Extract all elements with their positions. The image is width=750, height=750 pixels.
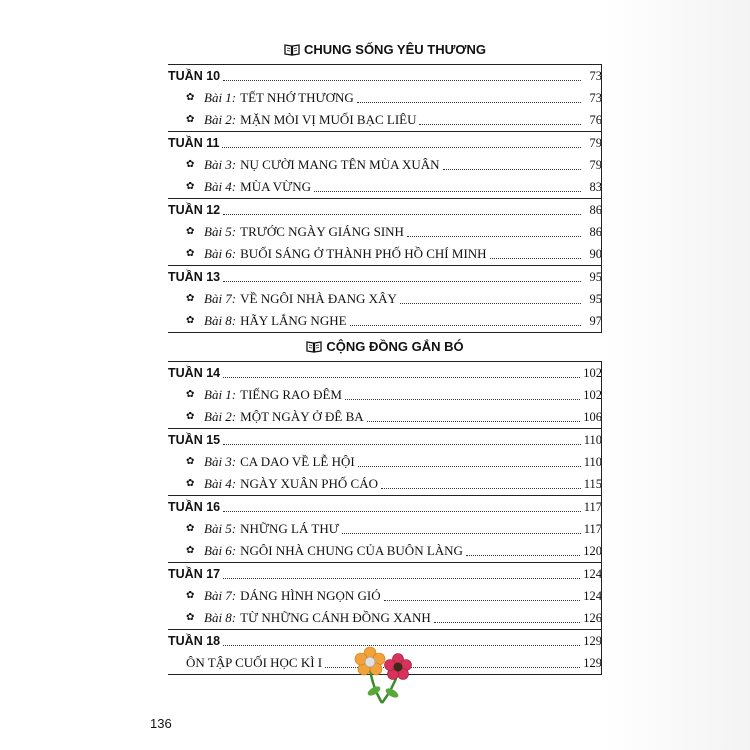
week-label: TUẦN 13	[168, 270, 221, 284]
dot-leader	[350, 324, 581, 326]
page-ref: 120	[583, 544, 602, 558]
lesson-title: TRƯỚC NGÀY GIÁNG SINH	[240, 224, 404, 239]
dot-leader	[357, 101, 581, 103]
lesson-number: Bài 7:	[204, 291, 237, 306]
frame-line	[601, 473, 602, 495]
lesson-title: MÙA VỪNG	[240, 179, 312, 194]
page-ref: 73	[589, 91, 602, 105]
flower-bullet-icon: ✿	[186, 248, 195, 259]
flower-bullet-icon: ✿	[186, 478, 195, 489]
lesson-row[interactable]	[168, 154, 602, 176]
lesson-number: Bài 2:	[204, 112, 237, 127]
page-ref: 76	[589, 113, 602, 127]
page-ref: 73	[589, 69, 602, 83]
frame-line	[601, 132, 602, 154]
page-ref: 117	[583, 522, 602, 536]
lesson-number: Bài 1:	[204, 90, 237, 105]
dot-leader	[367, 420, 581, 422]
open-book-icon	[306, 341, 322, 353]
week-label: TUẦN 17	[168, 567, 221, 581]
page-ref: 106	[583, 410, 602, 424]
dot-leader	[223, 376, 580, 378]
page-ref: 126	[583, 611, 602, 625]
page-ref: 110	[583, 433, 602, 447]
lesson-row[interactable]	[168, 384, 602, 406]
lesson-number: Bài 8:	[204, 313, 237, 328]
page-ref: 83	[589, 180, 602, 194]
section-title	[168, 36, 602, 64]
lesson-row[interactable]	[168, 221, 602, 243]
dot-leader	[419, 123, 581, 125]
frame-line	[601, 266, 602, 288]
frame-line	[601, 585, 602, 607]
frame-line	[601, 607, 602, 629]
flower-bullet-icon: ✿	[186, 456, 195, 467]
lesson-row[interactable]	[168, 406, 602, 428]
page-ref: 124	[583, 567, 602, 581]
section-title-text: CHUNG SỐNG YÊU THƯƠNG	[304, 42, 486, 57]
lesson-number: Bài 1:	[204, 387, 237, 402]
frame-line	[601, 243, 602, 265]
frame-line	[601, 176, 602, 198]
lesson-number: Bài 4:	[204, 476, 237, 491]
page-ref: 97	[589, 314, 602, 328]
lesson-number: Bài 8:	[204, 610, 237, 625]
week-row[interactable]	[168, 265, 602, 288]
frame-line	[601, 384, 602, 406]
page-ref: 86	[589, 225, 602, 239]
flower-bullet-icon: ✿	[186, 293, 195, 304]
flower-bullet-icon: ✿	[186, 545, 195, 556]
dot-leader	[314, 190, 581, 192]
lesson-title: ÔN TẬP CUỐI HỌC KÌ I	[186, 655, 323, 670]
page-ref: 95	[589, 270, 602, 284]
week-row[interactable]	[168, 495, 602, 518]
lesson-title: TIẾNG RAO ĐÊM	[240, 387, 342, 402]
page-ref: 117	[583, 500, 602, 514]
week-label: TUẦN 18	[168, 634, 221, 648]
section-title-text: CỘNG ĐỒNG GẮN BÓ	[326, 339, 464, 354]
flower-bullet-icon: ✿	[186, 226, 195, 237]
dot-leader	[223, 280, 581, 282]
page-ref: 102	[583, 366, 602, 380]
frame-line	[601, 109, 602, 131]
dot-leader	[443, 168, 581, 170]
lesson-row[interactable]	[168, 310, 602, 332]
frame-line	[601, 406, 602, 428]
flower-bullet-icon: ✿	[186, 159, 195, 170]
frame-line	[601, 154, 602, 176]
lesson-row[interactable]	[168, 451, 602, 473]
lesson-number: Bài 3:	[204, 157, 237, 172]
lesson-title: TẾT NHỚ THƯƠNG	[240, 90, 354, 105]
dot-leader	[223, 577, 580, 579]
lesson-number: Bài 6:	[204, 246, 237, 261]
lesson-title: MẶN MÒI VỊ MUỐI BẠC LIÊU	[240, 112, 417, 127]
section-title	[168, 333, 602, 361]
dot-leader	[222, 146, 581, 148]
week-label: TUẦN 16	[168, 500, 221, 514]
week-label: TUẦN 12	[168, 203, 221, 217]
page-ref: 95	[589, 292, 602, 306]
frame-line	[601, 496, 602, 518]
flower-bullet-icon: ✿	[186, 114, 195, 125]
flower-bullet-icon: ✿	[186, 612, 195, 623]
lesson-number: Bài 6:	[204, 543, 237, 558]
lesson-number: Bài 5:	[204, 224, 237, 239]
lesson-title: VỀ NGÔI NHÀ ĐANG XÂY	[240, 291, 397, 306]
dot-leader	[400, 302, 581, 304]
dot-leader	[381, 487, 581, 489]
open-book-icon	[284, 44, 300, 56]
week-label: TUẦN 15	[168, 433, 221, 447]
dot-leader	[358, 465, 581, 467]
frame-line	[601, 429, 602, 451]
frame-line	[601, 288, 602, 310]
lesson-title: HÃY LẮNG NGHE	[240, 313, 347, 328]
page-ref: 129	[583, 634, 602, 648]
week-label: TUẦN 11	[168, 136, 220, 150]
lesson-number: Bài 2:	[204, 409, 237, 424]
flower-bullet-icon: ✿	[186, 92, 195, 103]
lesson-title: CA DAO VỀ LỄ HỘI	[240, 454, 355, 469]
frame-line	[601, 652, 602, 674]
lesson-row[interactable]	[168, 87, 602, 109]
lesson-title: NHỮNG LÁ THƯ	[240, 521, 339, 536]
frame-line	[601, 221, 602, 243]
dot-leader	[223, 443, 581, 445]
dot-leader	[466, 554, 580, 556]
lesson-row[interactable]	[168, 176, 602, 198]
flower-bullet-icon: ✿	[186, 523, 195, 534]
dot-leader	[223, 213, 581, 215]
flower-bullet-icon: ✿	[186, 411, 195, 422]
week-row[interactable]	[168, 131, 602, 154]
dot-leader	[407, 235, 581, 237]
page-edge-shadow	[604, 0, 750, 750]
frame-line	[601, 630, 602, 652]
week-row[interactable]	[168, 198, 602, 221]
frame-line	[601, 362, 602, 384]
frame-line	[601, 518, 602, 540]
lesson-row[interactable]	[168, 518, 602, 540]
frame-line	[601, 65, 602, 87]
page-ref: 102	[583, 388, 602, 402]
dot-leader	[345, 398, 580, 400]
flower-bullet-icon: ✿	[186, 590, 195, 601]
flower-bullet-icon: ✿	[186, 315, 195, 326]
flower-bullet-icon: ✿	[186, 181, 195, 192]
page-ref: 90	[589, 247, 602, 261]
lesson-number: Bài 5:	[204, 521, 237, 536]
lesson-row[interactable]	[168, 540, 602, 562]
week-row[interactable]	[168, 428, 602, 451]
lesson-number: Bài 7:	[204, 588, 237, 603]
page-ref: 115	[583, 477, 602, 491]
lesson-title: NGÀY XUÂN PHỐ CÁO	[240, 476, 378, 491]
lesson-row[interactable]	[168, 109, 602, 131]
frame-line	[601, 199, 602, 221]
frame-line	[601, 540, 602, 562]
week-label: TUẦN 14	[168, 366, 221, 380]
lesson-title: TỪ NHỮNG CÁNH ĐỒNG XANH	[240, 610, 431, 625]
lesson-row[interactable]	[168, 607, 602, 629]
week-label: TUẦN 10	[168, 69, 221, 83]
page-ref: 79	[589, 158, 602, 172]
lesson-number: Bài 4:	[204, 179, 237, 194]
page-ref: 110	[583, 455, 602, 469]
lesson-number: Bài 3:	[204, 454, 237, 469]
lesson-title: NỤ CƯỜI MANG TÊN MÙA XUÂN	[240, 157, 440, 172]
lesson-row[interactable]	[168, 288, 602, 310]
week-row[interactable]	[168, 64, 602, 87]
dot-leader	[223, 79, 581, 81]
week-row[interactable]	[168, 562, 602, 585]
page-ref: 129	[583, 656, 602, 670]
lesson-title: DÁNG HÌNH NGỌN GIÓ	[240, 588, 381, 603]
dot-leader	[223, 510, 581, 512]
table-of-contents	[168, 36, 602, 675]
page-ref: 124	[583, 589, 602, 603]
lesson-row[interactable]	[168, 585, 602, 607]
lesson-title: BUỔI SÁNG Ở THÀNH PHỐ HỒ CHÍ MINH	[240, 246, 487, 261]
page-ref: 86	[589, 203, 602, 217]
dot-leader	[434, 621, 581, 623]
frame-line	[601, 87, 602, 109]
dot-leader	[384, 599, 581, 601]
frame-line	[601, 310, 602, 332]
week-row[interactable]	[168, 361, 602, 384]
page-ref: 79	[589, 136, 602, 150]
lesson-title: NGÔI NHÀ CHUNG CỦA BUÔN LÀNG	[240, 543, 463, 558]
lesson-title: MỘT NGÀY Ở ĐÊ BA	[240, 409, 364, 424]
flowers-icon	[348, 643, 418, 705]
dot-leader	[342, 532, 581, 534]
lesson-row[interactable]	[168, 473, 602, 495]
frame-line	[601, 563, 602, 585]
dot-leader	[490, 257, 581, 259]
lesson-row[interactable]	[168, 243, 602, 265]
page-number: 136	[150, 716, 172, 731]
flower-bullet-icon: ✿	[186, 389, 195, 400]
frame-line	[601, 451, 602, 473]
